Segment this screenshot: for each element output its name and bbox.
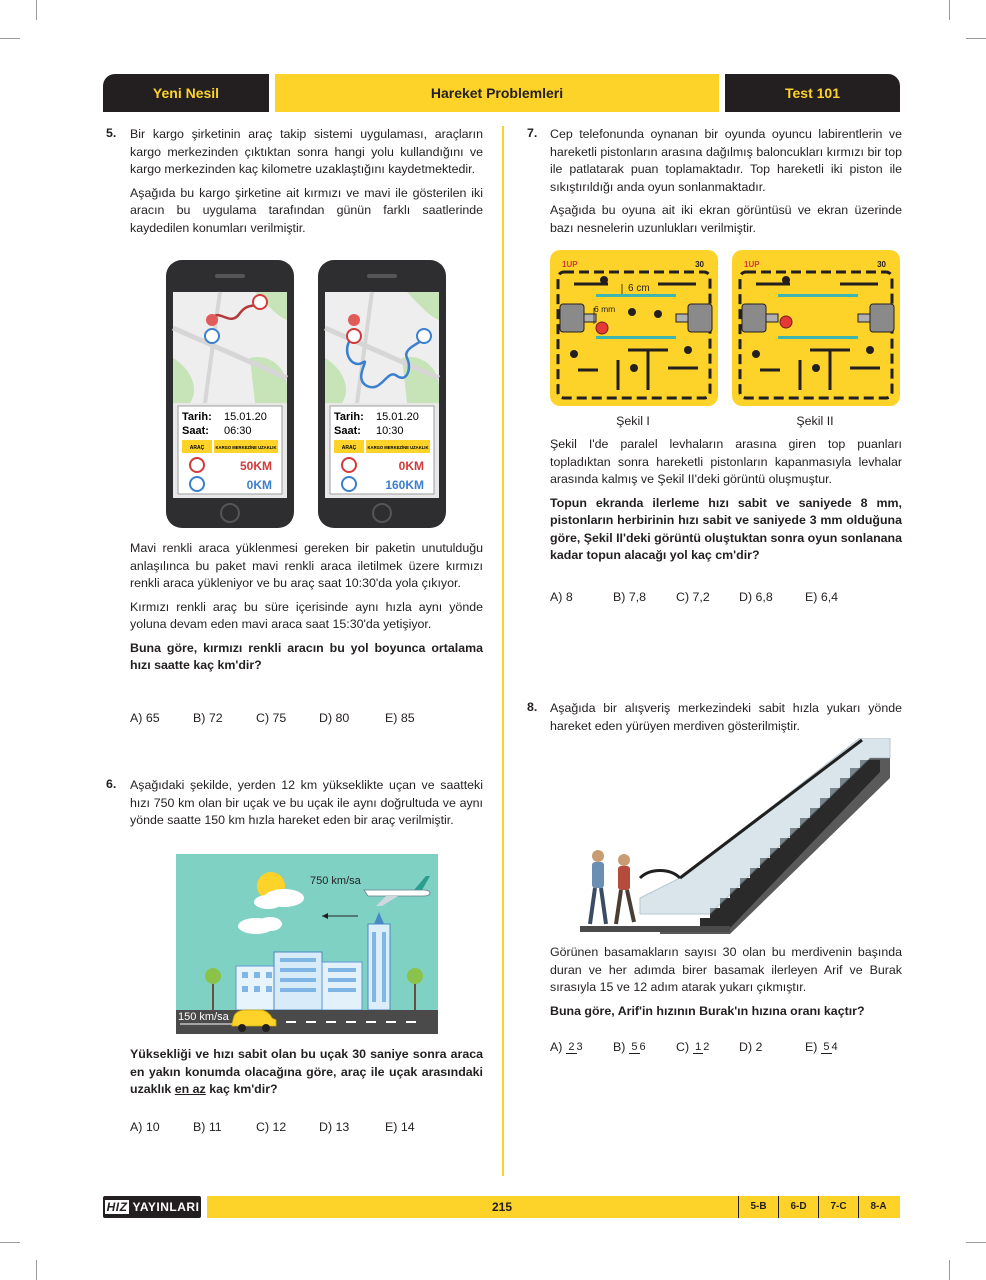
q7-paragraph-1: Cep telefonunda oynanan bir oyunda oyuncu labirentlerin ve hareketli pistonların arasına dağılmış baloncukları kırmızı bir top ile patlatarak puan toplamaktadır. Top hareketli iki piston ile sıkıştırıldığı anda oyun sonlanmaktadır. — [550, 127, 902, 194]
q8-choice-b-fraction — [629, 1041, 645, 1054]
person-arif — [590, 850, 606, 924]
question-8-body — [550, 944, 902, 1026]
q8-paragraph-1: Aşağıda bir alışveriş merkezindeki sabit hızla yukarı yönde hareket eden yürüyen merdiven gösterilmiştir. — [550, 701, 902, 733]
q7-game-screens-figure — [548, 250, 902, 408]
q8-choices — [550, 1040, 865, 1054]
crop-mark — [966, 38, 986, 39]
q6-choice-b[interactable]: B) 11 — [193, 1120, 222, 1134]
label-6-mm: 6 mm — [594, 304, 616, 314]
q7-paragraph-2: Aşağıda bu oyuna ait iki ekran görüntüsü ve ekran üzerinde bazı nesnelerin uzunlukları verilmiştir. — [550, 203, 902, 235]
phone-1-blue-distance: 0KM — [246, 478, 272, 492]
q8-choice-e[interactable] — [805, 1040, 865, 1054]
q5-choice-a[interactable]: A) 65 — [130, 711, 160, 725]
q7-choice-d[interactable]: D) 6,8 — [739, 590, 773, 604]
question-6-intro — [130, 777, 483, 836]
q7-choice-a[interactable]: A) 8 — [550, 590, 573, 604]
q5-paragraph-2: Aşağıda bu kargo şirketine ait kırmızı ve mavi ile gösterilen iki aracın bu uygulama tarafından günün farklı saatlerinde kaydedilen konumları verilmiştir. — [130, 185, 483, 235]
q7-choice-b[interactable]: B) 7,8 — [613, 590, 647, 604]
column-divider — [502, 126, 504, 1176]
phone-2 — [318, 260, 446, 528]
q6-question-underline: en az — [174, 1082, 206, 1096]
header-series: Yeni Nesil — [103, 74, 269, 112]
logo-part-a: HIZ — [106, 1200, 128, 1214]
q7-paragraph-3: Şekil I'de paralel levhaların arasına giren top puanları topladıktan sonra hareketli pistonların kapanmasıyla levhalar arasında kalmış ve Şekil II'deki görüntü oluşmuştur. — [550, 437, 902, 486]
q8-choice-a-label: A) — [550, 1040, 563, 1054]
q8-choice-a[interactable] — [550, 1040, 613, 1054]
q7-choice-c[interactable]: C) 7,2 — [676, 590, 710, 604]
phone-2-blue-distance: 160KM — [385, 478, 424, 492]
crop-mark — [36, 1260, 37, 1280]
q8-choice-e-label: E) — [805, 1040, 818, 1054]
q6-city-figure — [176, 854, 438, 1034]
page-header — [103, 74, 900, 112]
phone-2-time-label: Saat: — [334, 425, 361, 437]
answer-key-5: 5-B — [738, 1196, 778, 1218]
person-burak — [616, 854, 634, 924]
q5-choice-b[interactable]: B) 72 — [193, 711, 223, 725]
question-6-question — [130, 1046, 483, 1099]
footer-bar — [207, 1196, 900, 1218]
fraction-numerator: 5 — [631, 1041, 638, 1054]
phone-2-date-label: Tarih: — [334, 411, 364, 423]
q6-choices — [130, 1120, 445, 1134]
q8-choice-c-label: C) — [676, 1040, 690, 1054]
phone-1-col-distance: KARGO MERKEZİNE UZAKLIK — [215, 445, 277, 450]
fraction-numerator: 2 — [568, 1041, 575, 1054]
screen-1-score: 30 — [695, 260, 704, 269]
crop-mark — [966, 1242, 986, 1243]
phone-1-date: 15.01.20 — [224, 411, 267, 423]
screen-1-lives: 1UP — [562, 260, 578, 269]
phone-1-date-label: Tarih: — [182, 411, 212, 423]
fraction-numerator: 1 — [695, 1041, 702, 1054]
plane-speed-label: 750 km/sa — [310, 875, 361, 887]
question-7-body — [550, 436, 902, 571]
q6-question-a: Yüksekliği ve hızı sabit olan bu uçak 30 saniye sonra araca en yakın konumda olacağına göre, araç ile uçak arasındaki uzaklık — [130, 1047, 483, 1096]
crop-mark — [949, 0, 950, 20]
q8-choice-c[interactable] — [676, 1040, 739, 1054]
page-footer — [103, 1196, 900, 1218]
question-7-intro — [550, 126, 902, 243]
q8-choice-b-label: B) — [613, 1040, 626, 1054]
phone-2-col-vehicle: ARAÇ — [341, 445, 357, 451]
question-8-intro — [550, 700, 902, 741]
question-6-number: 6. — [106, 777, 117, 791]
q8-choice-b[interactable] — [613, 1040, 676, 1054]
header-test-number: Test 101 — [725, 74, 900, 112]
screen-2-score: 30 — [877, 260, 886, 269]
figure-1-caption: Şekil I — [616, 414, 650, 428]
q8-choice-d-label: D) 2 — [739, 1040, 763, 1055]
phone-1-time-label: Saat: — [182, 425, 209, 437]
logo-part-b: YAYINLARI — [132, 1200, 200, 1214]
phone-2-red-distance: 0KM — [398, 459, 424, 473]
answer-key-6: 6-D — [778, 1196, 818, 1218]
q6-choice-a[interactable]: A) 10 — [130, 1120, 160, 1134]
answer-key-8: 8-A — [858, 1196, 898, 1218]
q8-question: Buna göre, Arif'in hızının Burak'ın hızına oranı kaçtır? — [550, 1003, 865, 1018]
fraction-denominator: 3 — [576, 1041, 583, 1054]
crop-mark — [0, 38, 20, 39]
question-5-body — [130, 540, 483, 681]
q6-choice-e[interactable]: E) 14 — [385, 1120, 415, 1134]
game-screen-1 — [550, 250, 718, 406]
q5-question: Buna göre, kırmızı renkli aracın bu yol boyunca ortalama hızı saatte kaç km'dir? — [130, 640, 483, 672]
question-7-number: 7. — [527, 126, 538, 140]
q5-paragraph-4: Kırmızı renkli araç bu süre içerisinde aynı hızla aynı yönde yoluna devam eden mavi araca saat 15:30'da yetişiyor. — [130, 599, 483, 631]
q7-choice-e[interactable]: E) 6,4 — [805, 590, 839, 604]
question-5-intro — [130, 126, 483, 243]
phone-1-red-distance: 50KM — [239, 459, 272, 473]
q8-escalator-figure — [580, 738, 902, 934]
crop-mark — [36, 0, 37, 20]
phone-2-date: 15.01.20 — [376, 411, 419, 423]
q7-question: Topun ekranda ilerleme hızı sabit ve saniyede 8 mm, pistonların herbirinin hızı sabit ve saniyede 3 mm olduğuna göre, Şekil II'deki görüntü oluştuktan sonra oyun sonlanana kadar topun alacağı yol kaç cm'dir? — [550, 495, 903, 562]
screen-2-lives: 1UP — [744, 260, 760, 269]
question-5-number: 5. — [106, 126, 117, 140]
figure-2-caption: Şekil II — [796, 414, 834, 428]
q6-choice-d[interactable]: D) 13 — [319, 1120, 350, 1134]
q8-choice-c-fraction — [693, 1041, 709, 1054]
q5-choice-c[interactable]: C) 75 — [256, 711, 287, 725]
q5-choice-d[interactable]: D) 80 — [319, 711, 350, 725]
q7-choices — [550, 590, 865, 604]
q6-question-b: kaç km'dir? — [205, 1082, 278, 1096]
phone-2-col-distance: KARGO MERKEZİNE UZAKLIK — [367, 445, 429, 450]
q8-paragraph-2: Görünen basamakların sayısı 30 olan bu merdivenin başında duran ve her adımda birer basamak ilerleyen Arif ve Burak sırasıyla 15 ve 12 adım atarak yukarı çıkmıştır. — [550, 945, 902, 994]
header-topic: Hareket Problemleri — [275, 74, 719, 112]
question-8-number: 8. — [527, 700, 538, 714]
phone-2-time: 10:30 — [376, 425, 404, 437]
label-6-cm: 6 cm — [628, 283, 650, 294]
q6-choice-c[interactable]: C) 12 — [256, 1120, 287, 1134]
answer-key-7: 7-C — [818, 1196, 858, 1218]
fraction-denominator: 6 — [639, 1041, 646, 1054]
phone-1-time: 06:30 — [224, 425, 252, 437]
q5-phones-figure — [160, 258, 460, 530]
fraction-numerator: 5 — [823, 1041, 830, 1054]
crop-mark — [0, 1242, 20, 1243]
q5-choice-e[interactable]: E) 85 — [385, 711, 415, 725]
phone-1-col-vehicle: ARAÇ — [189, 445, 205, 451]
publisher-logo — [103, 1196, 201, 1218]
q8-choice-e-fraction — [821, 1041, 837, 1054]
q5-paragraph-3: Mavi renkli araca yüklenmesi gereken bir paketin unutulduğu anlaşılınca bu paket mavi renkli araca iletilmek üzere kırmızı renkli araca yükleniyor ve bu araç saat 10:30'da yola çıkıyor. — [130, 541, 483, 590]
game-screen-2 — [732, 250, 900, 406]
q5-paragraph-1: Bir kargo şirketinin araç takip sistemi uygulaması, araçların kargo merkezinden çıktıktan sonra hangi yolu kullandığını ve kargo merkezinden kaç kilometre uzaklaştığını kaydetmektedir. — [130, 127, 483, 176]
page-number: 215 — [491, 1200, 513, 1214]
phone-1 — [166, 260, 294, 528]
crop-mark — [949, 1260, 950, 1280]
fraction-denominator: 4 — [831, 1041, 838, 1054]
car-speed-label: 150 km/sa — [178, 1011, 229, 1023]
q6-paragraph-1: Aşağıdaki şekilde, yerden 12 km yükseklikte uçan ve saatteki hızı 750 km olan bir uçak ve bu uçak ile aynı doğrultuda ve aynı yönde saatte 150 km hızla hareket eden bir araç verilmiştir. — [130, 778, 483, 827]
q8-choice-a-fraction — [566, 1041, 582, 1054]
fraction-denominator: 2 — [703, 1041, 710, 1054]
q8-choice-d[interactable] — [739, 1040, 805, 1054]
q5-choices — [130, 711, 445, 725]
